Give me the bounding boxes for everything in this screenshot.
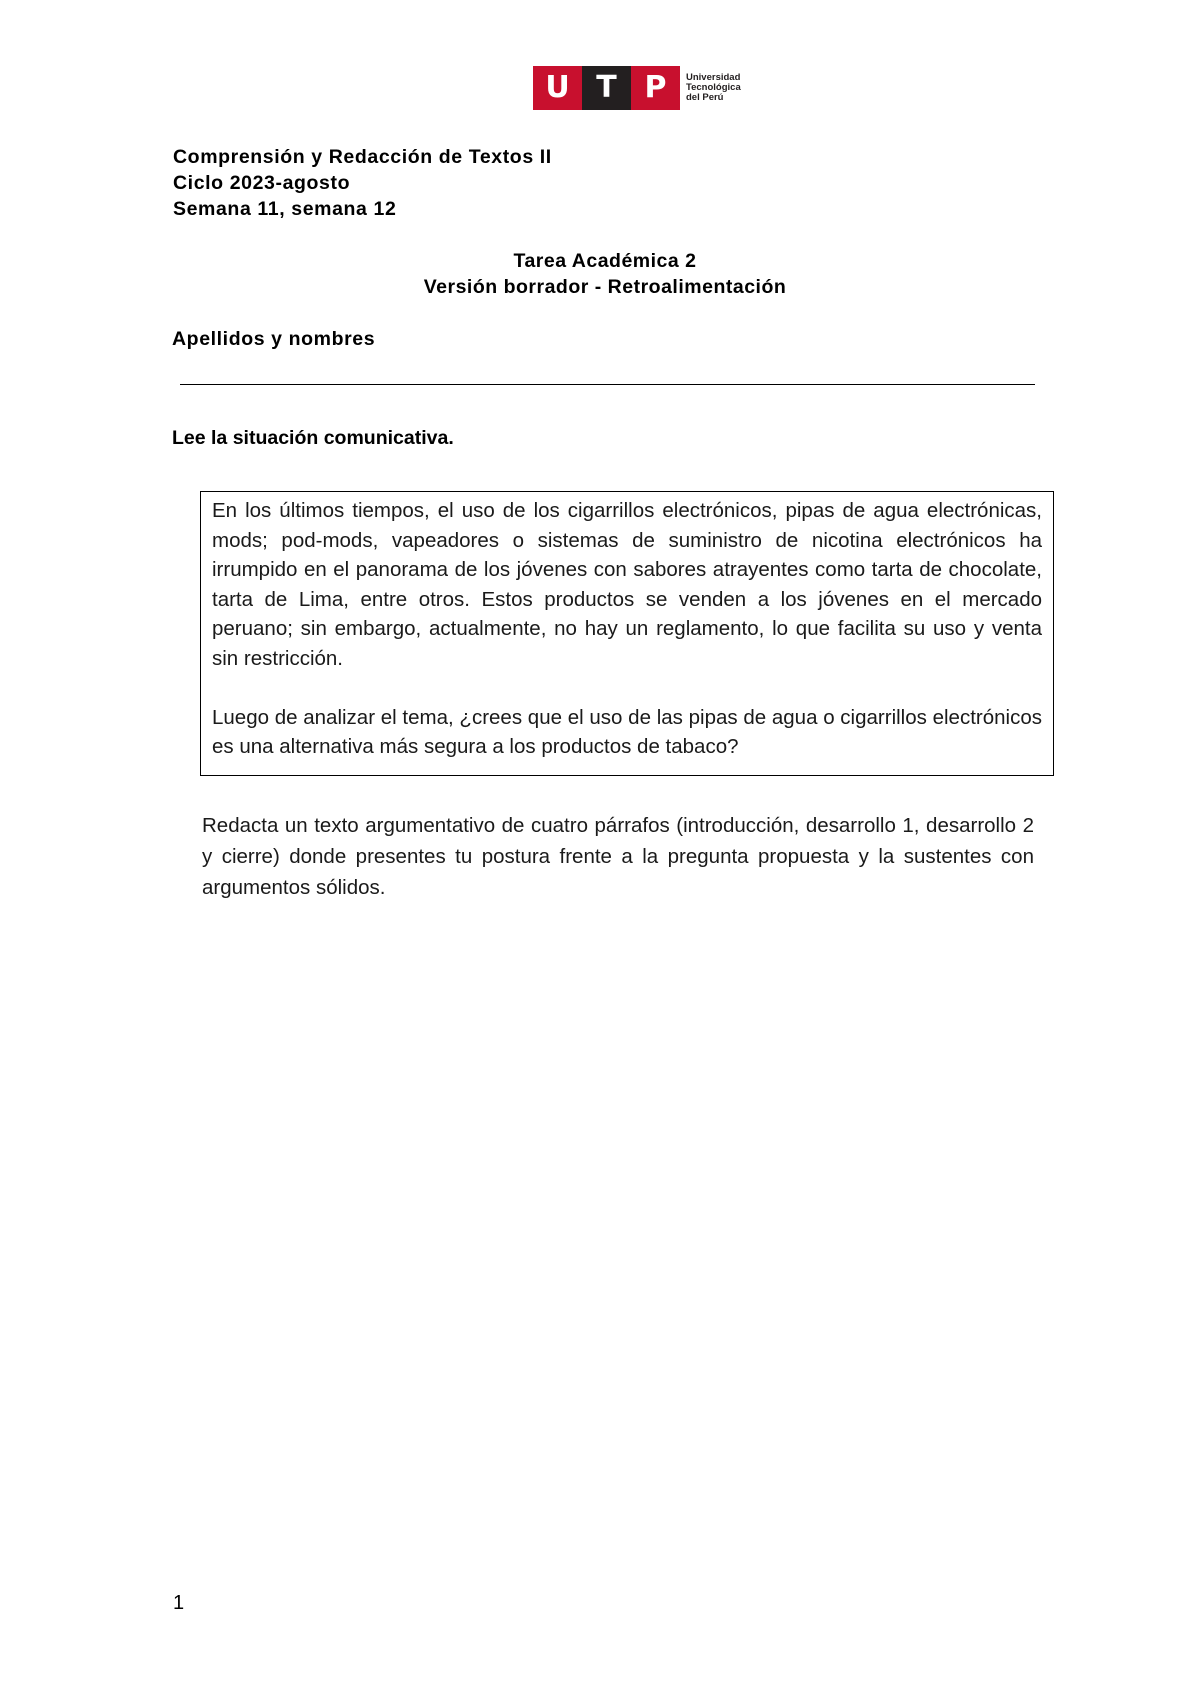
logo-letter-t: T — [582, 66, 631, 110]
utp-logo — [533, 66, 741, 110]
student-name-label: Apellidos y nombres — [172, 328, 376, 350]
course-name: Comprensión y Redacción de Textos II — [173, 146, 552, 168]
logo-letter-p: P — [631, 66, 680, 110]
logo-text-line: del Perú — [686, 92, 724, 103]
page-number: 1 — [173, 1592, 185, 1614]
situation-paragraph-2: Luego de analizar el tema, ¿crees que el uso de las pipas de agua o cigarrillos electrónicos es una alternativa más segura a los productos de tabaco? — [212, 705, 1042, 758]
task-text: Redacta un texto argumentativo de cuatro párrafos (introducción, desarrollo 1, desarrollo 2 y cierre) donde presentes tu postura frente a la pregunta propuesta y la sustentes con argumentos sólidos. — [202, 814, 1034, 899]
document-header — [173, 144, 552, 222]
title-line-2: Versión borrador - Retroalimentación — [423, 276, 787, 298]
logo-wordmark — [686, 73, 741, 103]
situation-paragraph-1: En los últimos tiempos, el uso de los cigarrillos electrónicos, pipas de agua electrónicas, mods; pod-mods, vapeadores o sistemas de suministro de nicotina electrónicos ha irrumpido en el panorama de los jóvenes con sabores atrayentes como tarta de chocolate, tarta de Lima, entre otros. Estos productos se venden a los jóvenes en el mercado peruano; sin embargo, actualmente, no hay un reglamento, lo que facilita su uso y venta sin restricción. — [212, 499, 1042, 670]
document-title — [0, 248, 1200, 300]
situation-box — [200, 491, 1054, 776]
logo-letter-u: U — [533, 66, 582, 110]
logo-text-line: Universidad — [686, 72, 741, 83]
title-line-1: Tarea Académica 2 — [513, 250, 697, 272]
cycle: Ciclo 2023-agosto — [173, 172, 351, 194]
instruction-text: Lee la situación comunicativa. — [172, 427, 454, 449]
weeks: Semana 11, semana 12 — [173, 198, 397, 220]
logo-text-line: Tecnológica — [686, 82, 741, 93]
student-name-line — [180, 384, 1035, 385]
